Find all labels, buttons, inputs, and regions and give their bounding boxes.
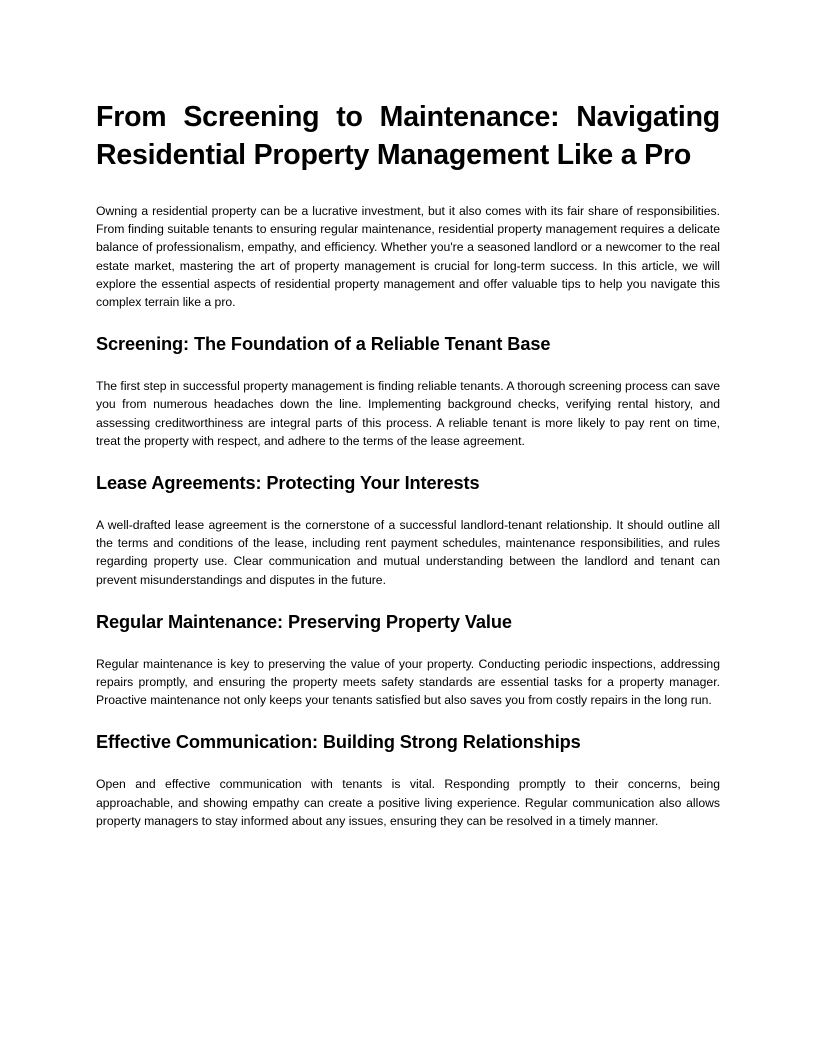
intro-paragraph: Owning a residential property can be a lucrative investment, but it also comes with its fair share of responsibilities. From finding suitable tenants to ensuring regular maintenance, residential property management requires a delicate balance of professionalism, empathy, and efficiency. Whether you're a seasoned landlord or a newcomer to the real estate market, mastering the art of property management is crucial for long-term success. In this article, we will explore the essential aspects of residential property management and offer valuable tips to help you navigate this complex terrain like a pro. (96, 204, 720, 310)
section-heading-screening: Screening: The Foundation of a Reliable Tenant Base (96, 334, 551, 355)
section-heading-effective-communication: Effective Communication: Building Strong Relationships (96, 732, 581, 753)
section-effective-communication (96, 730, 720, 830)
section-body-effective-communication: Open and effective communication with tenants is vital. Responding promptly to their concerns, being approachable, and showing empathy can create a positive living experience. Regular communication also allows property managers to stay informed about any issues, ensuring they can be resolved in a timely manner. (96, 777, 720, 828)
section-heading-regular-maintenance: Regular Maintenance: Preserving Property Value (96, 611, 512, 632)
section-body-regular-maintenance: Regular maintenance is key to preserving the value of your property. Conducting periodic inspections, addressing repairs promptly, and ensuring the property meets safety standards are essential tasks for a property manager. Proactive maintenance not only keeps your tenants satisfied but also saves you from costly repairs in the long run. (96, 656, 720, 708)
section-lease-agreements (96, 471, 720, 589)
section-screening (96, 332, 720, 450)
section-body-screening: The first step in successful property management is finding reliable tenants. A thorough screening process can save you from numerous headaches down the line. Implementing background checks, verifying rental history, and assessing creditworthiness are integral parts of this process. A reliable tenant is more likely to pay rent on time, treat the property with respect, and adhere to the terms of the lease agreement. (96, 379, 720, 448)
section-regular-maintenance (96, 610, 720, 710)
document-title: From Screening to Maintenance: Navigating Residential Property Management Like a Pro (96, 101, 720, 171)
section-body-lease-agreements: A well-drafted lease agreement is the cornerstone of a successful landlord-tenant relationship. It should outline all the terms and conditions of the lease, including rent payment schedules, maintenance responsibilities, and rules regarding property use. Clear communication and mutual understanding between the landlord and tenant can prevent misunderstandings and disputes in the future. (96, 518, 720, 587)
section-heading-lease-agreements: Lease Agreements: Protecting Your Interests (96, 473, 480, 494)
document-page (96, 98, 720, 830)
